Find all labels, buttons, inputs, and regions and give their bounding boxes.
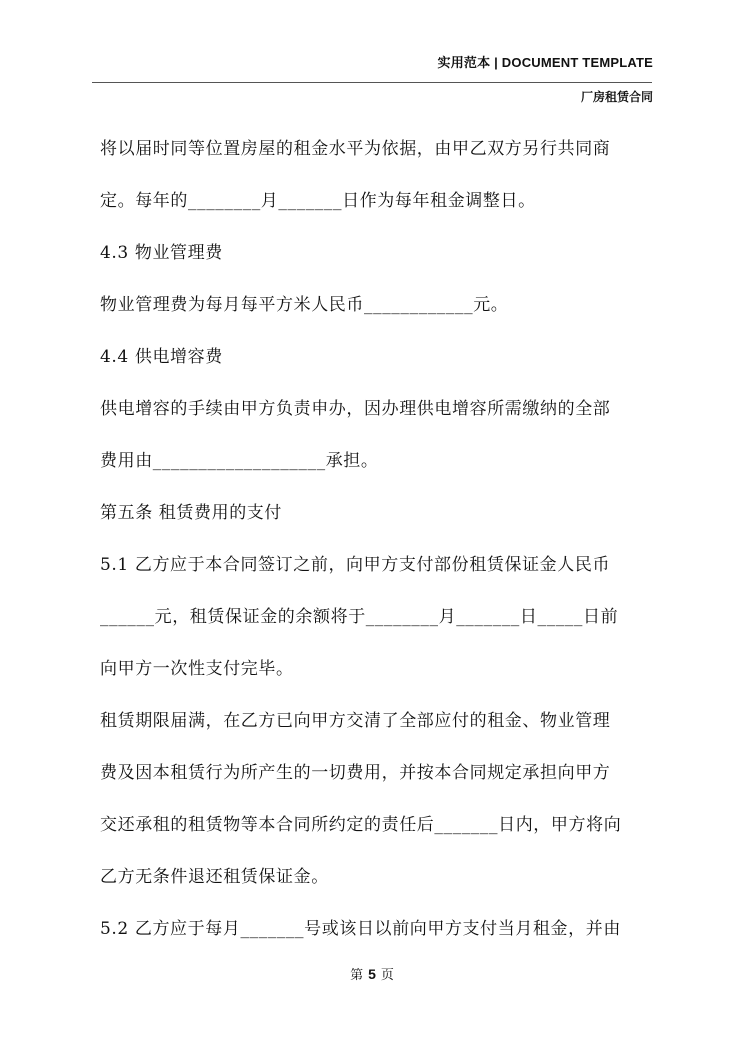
header-divider [92,82,652,83]
page-suffix: 页 [380,968,394,983]
article-heading-5: 第五条 租赁费用的支付 [100,503,283,523]
body-line: 乙方无条件退还租赁保证金。 [100,867,329,887]
page-prefix: 第 [350,968,364,983]
body-line: 5.2 乙方应于每月_______号或该日以前向甲方支付当月租金，并由 [100,919,621,939]
page-number: 5 [368,966,376,982]
page-footer [0,964,744,983]
body-line: 交还承租的租赁物等本合同所约定的责任后_______日内，甲方将向 [100,815,622,835]
body-line: 将以届时同等位置房屋的租金水平为依据，由甲乙双方另行共同商 [100,139,611,159]
body-line: 费用由___________________承担。 [100,451,379,471]
body-line: 定。每年的________月_______日作为每年租金调整日。 [100,191,536,211]
body-line: 供电增容的手续由甲方负责申办，因办理供电增容所需缴纳的全部 [100,399,611,419]
body-line: 租赁期限届满，在乙方已向甲方交清了全部应付的租金、物业管理 [100,711,611,731]
body-line: 5.1 乙方应于本合同签订之前，向甲方支付部份租赁保证金人民币 [100,555,611,575]
body-line: 费及因本租赁行为所产生的一切费用，并按本合同规定承担向甲方 [100,763,611,783]
body-line: ______元，租赁保证金的余额将于________月_______日_____日前 [100,607,619,627]
body-line: 向甲方一次性支付完毕。 [100,659,294,679]
header-title: 实用范本 | DOCUMENT TEMPLATE [437,55,653,70]
section-heading-4-4: 4.4 供电增容费 [100,347,223,367]
body-line: 物业管理费为每月每平方米人民币____________元。 [100,295,509,315]
header-subtitle: 厂房租赁合同 [580,90,653,104]
document-body [100,123,660,955]
section-heading-4-3: 4.3 物业管理费 [100,243,223,263]
